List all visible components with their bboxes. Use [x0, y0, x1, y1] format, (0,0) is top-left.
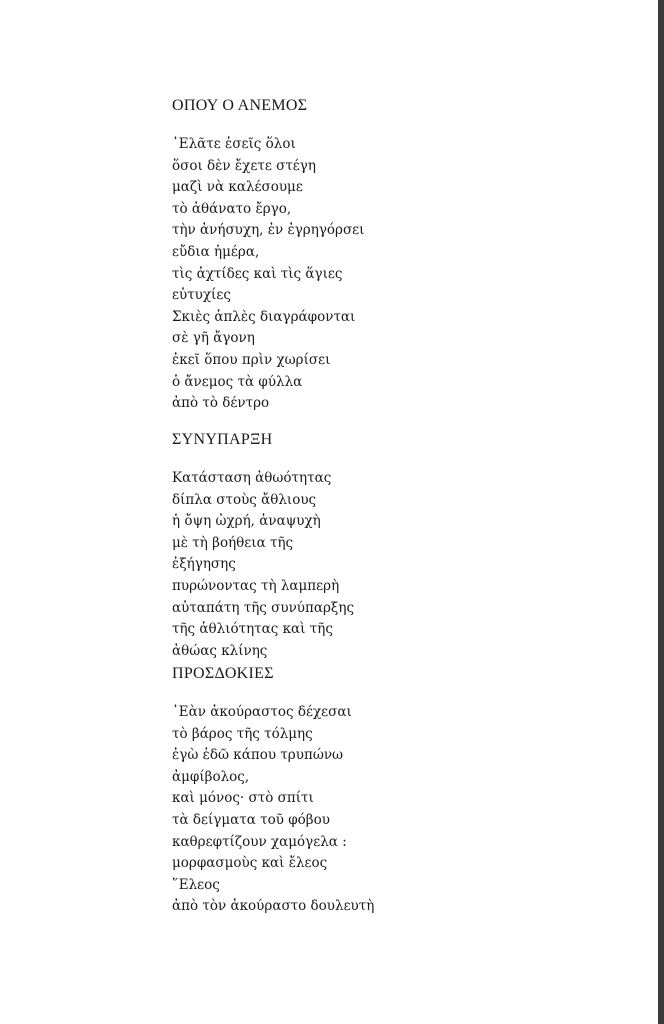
poem-title: ΠΡΟΣΔΟΚΙΕΣ [172, 665, 274, 682]
poem-line: αὐταπάτη τῆς συνύπαρξης [172, 599, 354, 616]
poem-line: ὁ ἄνεμος τὰ φύλλα [172, 373, 303, 390]
poem-line: ὅσοι δὲν ἔχετε στέγη [172, 157, 316, 174]
poem-line: ᾿Εὰν ἀκούραστος δέχεσαι [172, 704, 352, 720]
poem-line: ἐγὼ ἐδῶ κάπου τρυπώνω [172, 747, 344, 764]
poem-synyparxi [172, 430, 354, 662]
poem-line: τὶς ἀχτίδες καὶ τὶς ἅγιες [172, 265, 343, 282]
poem-prosdokies [172, 664, 374, 918]
poem-line: τὰ δείγματα τοῦ φόβου [172, 811, 330, 828]
poem-line: ἐκεῖ ὅπου πρὶν χωρίσει [172, 351, 331, 368]
poem-body [172, 702, 374, 918]
poem-line: ῞Ελεος [172, 876, 220, 893]
poem-line: ἀμφίβολος, [172, 768, 250, 785]
poem-line: τῆς ἀθλιότητας καὶ τῆς [172, 621, 333, 638]
poem-line: σὲ γῆ ἄγονη [172, 330, 255, 347]
poem-line: δίπλα στοὺς ἄθλιους [172, 491, 317, 508]
poem-title: ΟΠΟΥ Ο ΑΝΕΜΟΣ [172, 97, 308, 114]
poem-line: ἀπὸ τὸ δέντρο [172, 395, 270, 412]
poem-line: μαζὶ νὰ καλέσουμε [172, 179, 303, 196]
poem-body [172, 468, 354, 662]
poem-line: εὔδια ἡμέρα, [172, 243, 260, 260]
poem-line: καὶ μόνος· στὸ σπίτι [172, 790, 314, 807]
poem-line: ἡ ὄψη ὠχρή, ἀναψυχὴ [172, 513, 321, 530]
poem-line: καθρεφτίζουν χαμόγελα : [172, 833, 347, 850]
poem-line: Κατάσταση ἀθωότητας [172, 470, 332, 486]
poem-line: τὸ ἀθάνατο ἔργο, [172, 200, 292, 217]
poem-line: μορφασμοὺς καὶ ἔλεος [172, 855, 328, 872]
poem-line: εὐτυχίες [172, 287, 231, 304]
poem-line: ἐξήγησης [172, 556, 236, 573]
page-edge [658, 0, 664, 1024]
poem-line: ἀθώας κλίνης [172, 642, 268, 659]
poem-body [172, 134, 364, 415]
poem-title: ΣΥΝΥΠΑΡΞΗ [172, 431, 273, 448]
poem-line: ἀπὸ τὸν ἀκούραστο δουλευτὴ [172, 898, 375, 915]
poem-line: Σκιὲς ἁπλὲς διαγράφονται [172, 308, 356, 325]
poem-line: μὲ τὴ βοήθεια τῆς [172, 534, 294, 551]
poem-line: πυρώνοντας τὴ λαμπερὴ [172, 577, 340, 594]
poem-line: τὴν ἀνήσυχη, ἐν ἐγρηγόρσει [172, 222, 365, 239]
poem-line: τὸ βάρος τῆς τόλμης [172, 725, 313, 742]
poem-line: ᾿Ελᾶτε ἐσεῖς ὅλοι [172, 136, 296, 152]
poem-opou-o-anemos [172, 96, 364, 415]
